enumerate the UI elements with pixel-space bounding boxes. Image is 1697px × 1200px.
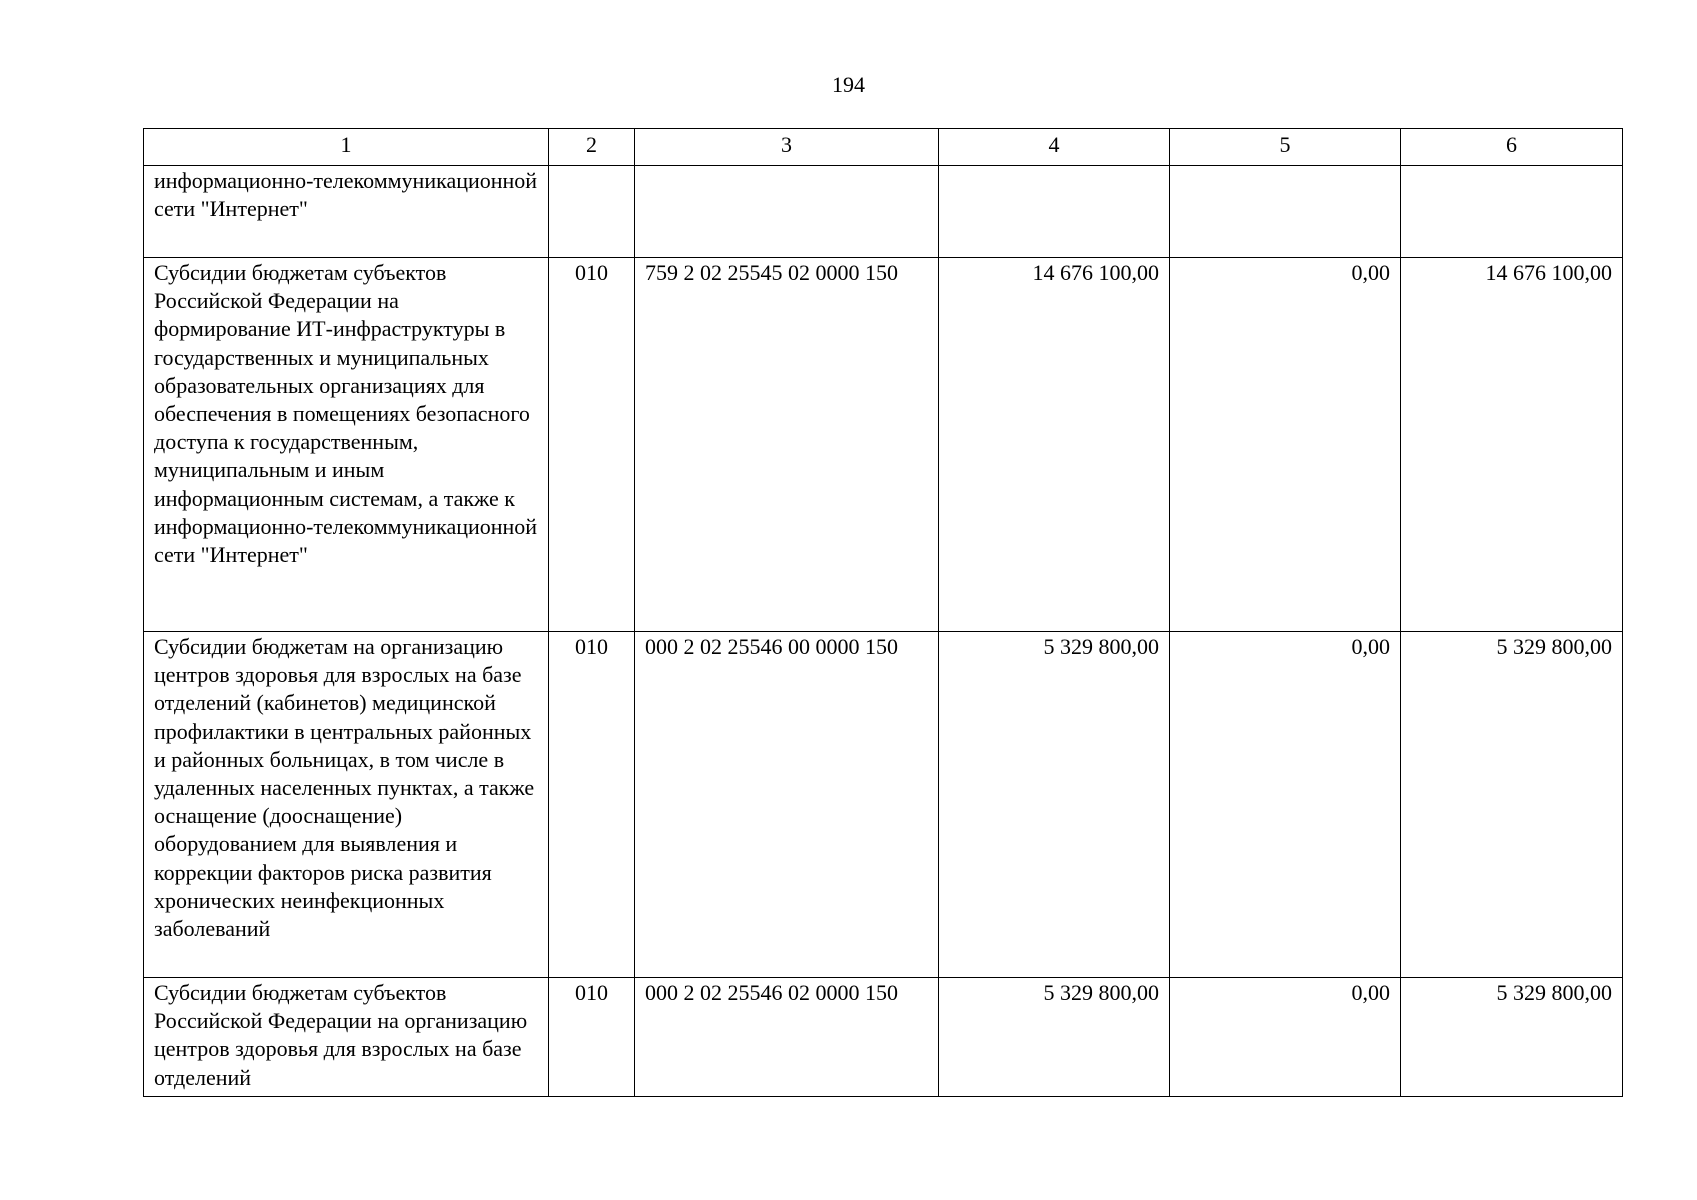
column-header-4: 4 [939,129,1170,166]
table-row [144,258,1623,632]
row-col4-cell [939,166,1170,258]
row-kbk-cell [635,166,939,258]
row-kbk-cell: 000 2 02 25546 00 0000 150 [635,632,939,978]
row-col6-cell: 14 676 100,00 [1401,258,1623,632]
row-col5-cell [1170,166,1401,258]
row-col5-cell: 0,00 [1170,978,1401,1097]
column-header-1: 1 [144,129,549,166]
row-name-cell: Субсидии бюджетам субъектов Российской Федерации на организацию центров здоровья для взрослых на базе отделений [144,978,549,1097]
row-col6-cell: 5 329 800,00 [1401,978,1623,1097]
row-col5-cell: 0,00 [1170,258,1401,632]
row-code-cell: 010 [549,632,635,978]
table-row [144,632,1623,978]
table-row [144,978,1623,1097]
column-header-2: 2 [549,129,635,166]
table-row [144,166,1623,258]
row-col6-cell [1401,166,1623,258]
column-header-3: 3 [635,129,939,166]
row-code-cell: 010 [549,258,635,632]
row-name-cell: Субсидии бюджетам на организацию центров здоровья для взрослых на базе отделений (кабинетов) медицинской профилактики в центральных районных и районных больницах, в том числе в удаленных населенных пунктах, а также оснащение (дооснащение) оборудованием для выявления и коррекции факторов риска развития хронических неинфекционных заболеваний [144,632,549,978]
row-col4-cell: 5 329 800,00 [939,632,1170,978]
row-col5-cell: 0,00 [1170,632,1401,978]
row-code-cell [549,166,635,258]
row-kbk-cell: 759 2 02 25545 02 0000 150 [635,258,939,632]
row-name-cell: информационно-телекоммуникационной сети "Интернет" [144,166,549,258]
row-code-cell: 010 [549,978,635,1097]
page-number: 194 [832,72,865,97]
row-col6-cell: 5 329 800,00 [1401,632,1623,978]
row-col4-cell: 5 329 800,00 [939,978,1170,1097]
row-col4-cell: 14 676 100,00 [939,258,1170,632]
row-kbk-cell: 000 2 02 25546 02 0000 150 [635,978,939,1097]
table-header-row [144,129,1623,166]
column-header-5: 5 [1170,129,1401,166]
budget-table [143,128,1623,1097]
row-name-cell: Субсидии бюджетам субъектов Российской Федерации на формирование ИТ-инфраструктуры в государственных и муниципальных образовательных организациях для обеспечения в помещениях безопасного доступа к государственным, муниципальным и иным информационным системам, а также к информационно-телекоммуникационной сети "Интернет" [144,258,549,632]
column-header-6: 6 [1401,129,1623,166]
